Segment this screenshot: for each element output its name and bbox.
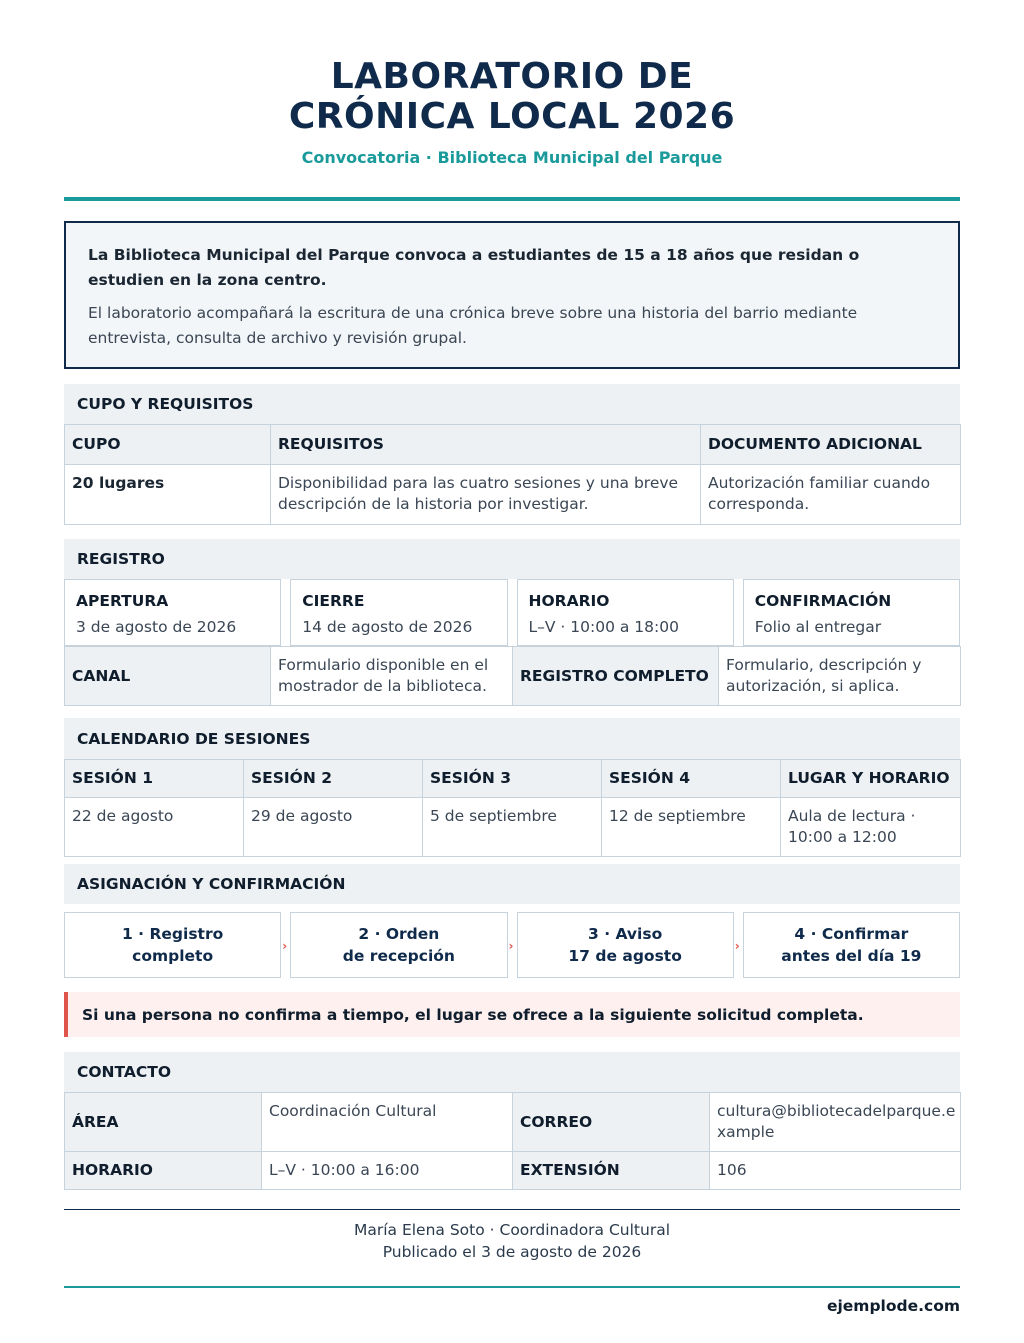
confirmation-alert: Si una persona no confirma a tiempo, el lugar se ofrece a la siguiente solicitud completa. [64, 992, 960, 1037]
registro-card-value: 3 de agosto de 2026 [76, 618, 237, 636]
calendario-table [64, 759, 961, 857]
signature-name: María Elena Soto · Coordinadora Cultural [353, 1221, 671, 1239]
signature-block [0, 1219, 1024, 1263]
area-value: Coordinación Cultural [262, 1093, 513, 1152]
step-4 [743, 912, 960, 978]
step-2-line-1: 2 · Orden [358, 925, 440, 943]
registro-card-horario [517, 579, 734, 646]
title-line-1: LABORATORIO DE [330, 56, 694, 97]
correo-label: CORREO [513, 1093, 710, 1152]
contacto-table [64, 1092, 961, 1190]
sesion-1-header: SESIÓN 1 [65, 760, 244, 798]
published-date: Publicado el 3 de agosto de 2026 [382, 1243, 642, 1261]
chevron-right-icon: › [282, 939, 288, 953]
step-2-line-2: de recepción [342, 947, 455, 965]
cupo-table [64, 424, 961, 525]
registro-card-label: APERTURA [76, 592, 169, 610]
registro-card-cierre [290, 579, 507, 646]
lugar-horario-value: Aula de lectura · 10:00 a 12:00 [781, 798, 961, 857]
canal-value: Formulario disponible en el mostrador de la biblioteca. [271, 647, 513, 706]
extension-label: EXTENSIÓN [513, 1152, 710, 1190]
intro-body: El laboratorio acompañará la escritura de una crónica breve sobre una historia del barrio mediante entrevista, consulta de archivo y revisión grupal. [88, 304, 858, 347]
step-4-line-1: 4 · Confirmar [794, 925, 909, 943]
brand-link[interactable]: ejemplode.com [826, 1297, 960, 1315]
step-2 [290, 912, 514, 978]
footer-accent-divider [64, 1286, 960, 1288]
cupo-value: 20 lugares [65, 465, 271, 525]
sesion-1-date: 22 de agosto [65, 798, 244, 857]
section-heading-contacto: CONTACTO [64, 1052, 960, 1092]
step-1-line-2: completo [132, 947, 214, 965]
sesion-4-date: 12 de septiembre [602, 798, 781, 857]
sesion-2-header: SESIÓN 2 [244, 760, 423, 798]
horario-label: HORARIO [65, 1152, 262, 1190]
lugar-horario-header: LUGAR Y HORARIO [781, 760, 961, 798]
asignacion-steps [64, 912, 960, 978]
registro-card-value: 14 de agosto de 2026 [302, 618, 473, 636]
registro-card-value: L–V · 10:00 a 18:00 [528, 618, 679, 636]
step-4-line-2: antes del día 19 [781, 947, 922, 965]
intro-box [64, 221, 960, 369]
section-heading-calendario: CALENDARIO DE SESIONES [64, 718, 960, 759]
section-heading-cupo: CUPO Y REQUISITOS [64, 384, 960, 424]
intro-lead: La Biblioteca Municipal del Parque convoca a estudiantes de 15 a 18 años que residan o estudien en la zona centro. [88, 246, 860, 289]
sesion-3-date: 5 de septiembre [423, 798, 602, 857]
registro-card-value: Folio al entregar [754, 618, 882, 636]
step-3-line-2: 17 de agosto [568, 947, 682, 965]
correo-value[interactable]: cultura@bibliotecadelparque.e xample [710, 1093, 961, 1152]
page-subtitle: Convocatoria · Biblioteca Municipal del Parque [301, 148, 723, 167]
step-1-line-1: 1 · Registro [122, 925, 224, 943]
horario-value: L–V · 10:00 a 16:00 [262, 1152, 513, 1190]
cupo-header-requisitos: REQUISITOS [271, 425, 701, 465]
registro-completo-label: REGISTRO COMPLETO [513, 647, 719, 706]
page-title [0, 57, 1024, 137]
registro-card-label: CONFIRMACIÓN [754, 592, 892, 610]
requisitos-value: Disponibilidad para las cuatro sesiones y una breve descripción de la historia por investigar. [271, 465, 701, 525]
area-label: ÁREA [65, 1093, 262, 1152]
chevron-right-icon: › [734, 939, 740, 953]
step-3 [517, 912, 740, 978]
registro-card-label: HORARIO [528, 592, 610, 610]
cupo-header-cupo: CUPO [65, 425, 271, 465]
title-line-2: CRÓNICA LOCAL 2026 [288, 96, 736, 137]
step-1 [64, 912, 288, 978]
registro-card-label: CIERRE [302, 592, 365, 610]
sesion-4-header: SESIÓN 4 [602, 760, 781, 798]
section-heading-registro: REGISTRO [64, 539, 960, 579]
registro-completo-value: Formulario, descripción y autorización, si aplica. [719, 647, 961, 706]
registro-card-confirmacion [743, 579, 960, 646]
canal-label: CANAL [65, 647, 271, 706]
header-divider [64, 197, 960, 201]
footer-divider [64, 1209, 960, 1210]
registro-cards [64, 579, 960, 646]
chevron-right-icon: › [508, 939, 514, 953]
step-3-line-1: 3 · Aviso [588, 925, 663, 943]
registro-card-apertura [64, 579, 281, 646]
sesion-3-header: SESIÓN 3 [423, 760, 602, 798]
sesion-2-date: 29 de agosto [244, 798, 423, 857]
cupo-header-documento: DOCUMENTO ADICIONAL [701, 425, 961, 465]
section-heading-asignacion: ASIGNACIÓN Y CONFIRMACIÓN [64, 864, 960, 904]
extension-value: 106 [710, 1152, 961, 1190]
documento-value: Autorización familiar cuando corresponda. [701, 465, 961, 525]
registro-table [64, 646, 961, 706]
